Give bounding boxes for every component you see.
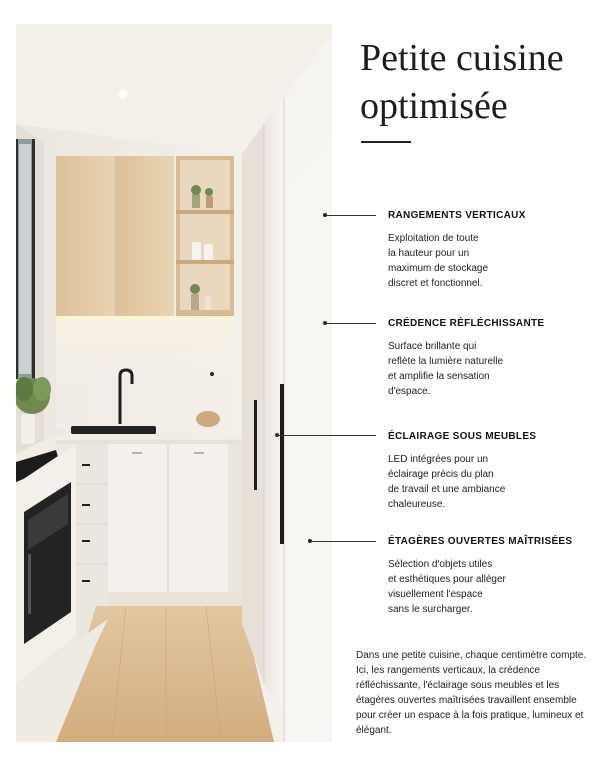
callout-2-leader [326,323,376,324]
callout-heading: ÉTAGÈRES OUVERTES MAÎTRISÉES [388,536,573,547]
callout-heading: RANGEMENTS VERTICAUX [388,210,526,221]
callout-text: Surface brillante qui reflète la lumière naturelle et amplifie la sensation d'espace. [388,341,504,397]
callout-text: Exploitation de toute la hauteur pour un maximum de stockage discret et fonctionnel. [388,233,489,289]
callout-heading: CRÉDENCE RÉFLÉCHISSANTE [388,318,545,329]
callout-3-leader [278,435,376,436]
callout-text: Sélection d'objets utiles et esthétiques pour alléger visuellement l'espace sans le surcharger. [388,559,506,615]
callout-text: LED intégrées pour un éclairage précis du plan de travail et une ambiance chaleureuse. [388,454,506,510]
callout-etageres-ouvertes [388,536,598,617]
callout-eclairage-sous-meubles [388,431,598,512]
callout-heading: ÉCLAIRAGE SOUS MEUBLES [388,431,537,442]
kitchen-photo [16,24,332,742]
summary-paragraph: Dans une petite cuisine, chaque centimètre compte. Ici, les rangements verticaux, la crédence réfléchissante, l'éclairage sous meubles et les étagères ouvertes maîtrisées travaillent ensemble pour créer un espace à la fois pratique, lumineux et élégant. [356,650,587,736]
callout-rangements-verticaux [388,210,598,291]
callout-1-leader [326,215,376,216]
callout-4-leader [311,541,376,542]
callout-2-target-marker [210,372,214,376]
title-divider [361,141,411,143]
callout-credence-reflechissante [388,318,598,399]
page-title: Petite cuisine optimisée [360,37,564,127]
